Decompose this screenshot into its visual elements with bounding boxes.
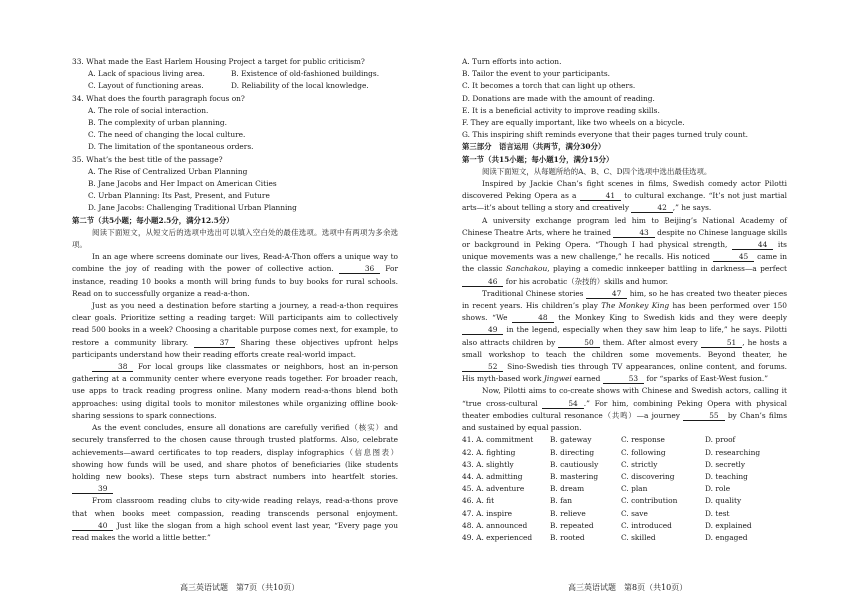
cloze-paragraph-3: Traditional Chinese stories 47 him, so he has created two theater pieces in recent years. His children’s play The Monkey King has been performed over 150 shows. “We 48 the Monkey King to Swedish kids and they were deeply 49 in the legend, especially when they saw him leap to life,” he says. Pilotti also attracts children by 50 them. After almost every 51 , he hosts a small workshop to teach the children some movements. Beyond theater, he 52 Sino-Swedish ties through TV appearances, online content, and forums. His myth-based work Jingwei earned 53 for “sparks of East-West fusion.” — [462, 288, 788, 384]
choice: C. introduced — [621, 520, 672, 530]
option-a: A. Turn efforts into action. — [462, 57, 562, 66]
title-jingwei: Jingwei — [543, 374, 572, 384]
blank-39: 39 — [72, 484, 113, 494]
choice-table — [462, 434, 787, 544]
choice: B. rooted — [550, 532, 585, 542]
left-column — [72, 56, 398, 544]
passage-paragraph-1: In an age where screens dominate our lives, Read-A-Thon offers a unique way to combine the joy of reading with the power of collective action. 36 For instance, reading 10 books a month will bring funds to buy books for rural schools. Read on to successfully organize a read-a-thon. — [72, 252, 398, 298]
choice: C. response — [621, 435, 665, 445]
choice: B. dream — [550, 484, 585, 494]
passage-paragraph-4: As the event concludes, ensure all donations are carefully verified（核实）and securely transferred to the chosen cause through trusted platforms. Also, celebrate achievements—award certificates to top readers, display infographics（信息图表）showing how funds will be used, and share photos of beneficiaries (like students holding new books). These steps turn abstract numbers into heartfelt stories. 39 — [72, 423, 398, 494]
section-1-instruction: 阅读下面短文，从每题所给的A、B、C、D四个选项中选出最佳选项。 — [482, 166, 712, 176]
choice: 49. A. experienced — [462, 532, 533, 542]
choice: D. engaged — [705, 532, 748, 542]
choice: C. strictly — [621, 459, 658, 469]
choice: B. repeated — [550, 520, 594, 530]
choice: C. plan — [621, 484, 648, 494]
blank-44: 44 — [732, 240, 773, 250]
choice: C. skilled — [621, 532, 656, 542]
option: C. Layout of functioning areas. — [88, 81, 204, 91]
option: C. Urban Planning: Its Past, Present, and Future — [88, 191, 270, 201]
passage-paragraph-3: 38 For local groups like classmates or neighbors, host an in-person gathering at a community center where everyone reads together. For broader reach, use apps to track reading progress online. Many modern read-a-thons blend both approaches: using digital tools to monitor milestones while organizing offline book-sharing sessions to spark connections. — [72, 362, 398, 420]
choice: B. fan — [550, 496, 573, 506]
choice: 44. A. admitting — [462, 471, 523, 481]
choice: C. contribution — [621, 496, 678, 506]
choice: B. relieve — [550, 508, 586, 518]
blank-50: 50 — [558, 338, 599, 348]
blank-54: 54 — [542, 399, 583, 409]
blank-52: 52 — [462, 362, 503, 372]
blank-48: 48 — [512, 313, 553, 323]
option-b: B. Tailor the event to your participants. — [462, 69, 610, 79]
choice: B. mastering — [550, 471, 599, 481]
question-33-options-row-2 — [72, 80, 398, 92]
cloze-paragraph-4: Now, Pilotti aims to co-create shows with Chinese and Swedish actors, calling it “true cross-cultural 54 .” For him, combining Peking Opera with physical theater embodies cultural resonance（共鸣）—a journey 55 by Chan’s films and sustained by equal passion. — [462, 386, 787, 433]
section-2-heading: 第二节（共5小题；每小题2.5分，满分12.5分） — [72, 215, 234, 225]
option: A. The role of social interaction. — [88, 105, 209, 115]
choice: D. proof — [705, 435, 736, 445]
choice: 42. A. fighting — [462, 447, 516, 457]
right-column — [462, 56, 787, 544]
option: C. The need of changing the local culture. — [88, 130, 246, 140]
title-sanchakou: Sanchakou — [506, 264, 548, 274]
choice: D. explained — [705, 520, 752, 530]
choice: 47. A. inspire — [462, 508, 513, 518]
option: B. Jane Jacobs and Her Impact on American Cities — [88, 179, 277, 189]
option: D. Jane Jacobs: Challenging Traditional Urban Planning — [88, 203, 297, 213]
part-3-heading: 第三部分 语言运用（共两节，满分30分） — [462, 142, 606, 152]
passage-paragraph-5: From classroom reading clubs to city-wide reading relays, read-a-thons prove that when books meet compassion, reading transcends personal enjoyment. 40 Just like the slogan from a high school event last year, “Every page you read makes the world a little better.” — [72, 496, 398, 542]
question-33-stem: 33. What made the East Harlem Housing Project a target for public criticism? — [72, 57, 365, 66]
choice: C. following — [621, 447, 666, 457]
choice: D. secretly — [705, 459, 746, 469]
cloze-paragraph-2: A university exchange program led him to Beijing’s National Academy of Chinese Theatre Arts, where he trained 43 despite no Chinese language skills or background in Peking Opera. “Though I had physical strength, 44 its unique movements was a new challenge,” he recalls. His noticed 45 came in the classic Sanchakou, playing a comedic innkeeper battling in darkness—a perfect 46 for his acrobatic（杂技的）skills and humor. — [462, 215, 787, 286]
blank-38: 38 — [92, 362, 133, 372]
option: B. The complexity of urban planning. — [88, 118, 227, 128]
blank-43: 43 — [613, 228, 654, 238]
choice: 45. A. adventure — [462, 484, 525, 494]
blank-53: 53 — [603, 374, 644, 384]
option: D. Reliability of the local knowledge. — [231, 81, 369, 91]
choice: 43. A. slightly — [462, 459, 514, 469]
choice: 41. A. commitment — [462, 435, 534, 445]
blank-51: 51 — [701, 338, 742, 348]
passage-paragraph-2: Just as you need a destination before starting a journey, a read-a-thon requires clear goals. Prioritize setting a reading target: Will participants aim to collectively read 500 books in a week? Choosing a charitable purpose comes next, for example, to restore a community library. 37 Sharing these objectives upfront helps participants understand how their reading efforts create real-world impact. — [72, 301, 398, 359]
choice: D. researching — [705, 447, 761, 457]
option: B. Existence of old-fashioned buildings. — [231, 69, 380, 79]
title-monkey-king: The Monkey King — [601, 301, 670, 311]
choice: D. test — [705, 508, 730, 518]
choice: D. role — [705, 484, 731, 494]
blank-41: 41 — [580, 191, 621, 201]
choice: 48. A. announced — [462, 520, 528, 530]
choice: C. discovering — [621, 471, 675, 481]
choice: C. save — [621, 508, 648, 518]
page-footer-right: 高三英语试题 第8页（共10页） — [568, 583, 688, 592]
choice: D. quality — [705, 496, 742, 506]
option-d: D. Donations are made with the amount of reading. — [462, 93, 655, 103]
section-1-heading: 第一节（共15小题；每小题1分，满分15分） — [462, 154, 614, 164]
choice: B. cautiously — [550, 459, 599, 469]
choice: B. directing — [550, 447, 595, 457]
cloze-paragraph-1: Inspired by Jackie Chan’s fight scenes in films, Swedish comedy actor Pilotti discovered Peking Opera as a 41 to cultural exchange. “It’s not just martial arts—it’s about telling a story and creatively 42 ,” he says. — [462, 179, 787, 213]
choice: B. gateway — [550, 435, 592, 445]
option-g: G. This inspiring shift reminds everyone that their pages turned truly count. — [462, 130, 748, 140]
choice: D. teaching — [705, 471, 748, 481]
blank-45: 45 — [713, 252, 754, 262]
blank-49: 49 — [462, 325, 503, 335]
option: D. The limitation of the spontaneous orders. — [88, 142, 254, 152]
question-35-stem: 35. What’s the best title of the passage? — [72, 154, 223, 164]
question-34-stem: 34. What does the fourth paragraph focus on? — [72, 93, 245, 103]
blank-47: 47 — [586, 289, 627, 299]
blank-37: 37 — [194, 338, 235, 348]
section-2-instruction: 阅读下面短文，从短文后的选项中选出可以填入空白处的最佳选项。选项中有两项为多余选项。 — [72, 227, 398, 250]
blank-46: 46 — [462, 277, 503, 287]
page-footer-left: 高三英语试题 第7页（共10页） — [180, 583, 300, 592]
blank-36: 36 — [339, 264, 380, 274]
question-33-options-row-1 — [72, 68, 398, 80]
option-c: C. It becomes a torch that can light up others. — [462, 81, 636, 91]
choice: 46. A. fit — [462, 496, 495, 506]
blank-55: 55 — [683, 411, 724, 421]
blank-42: 42 — [631, 203, 672, 213]
blank-40: 40 — [72, 521, 113, 531]
option-f: F. They are equally important, like two wheels on a bicycle. — [462, 118, 685, 128]
option: A. Lack of spacious living area. — [88, 69, 205, 79]
option-e: E. It is a beneficial activity to improve reading skills. — [462, 105, 660, 115]
option: A. The Rise of Centralized Urban Planning — [88, 166, 248, 176]
